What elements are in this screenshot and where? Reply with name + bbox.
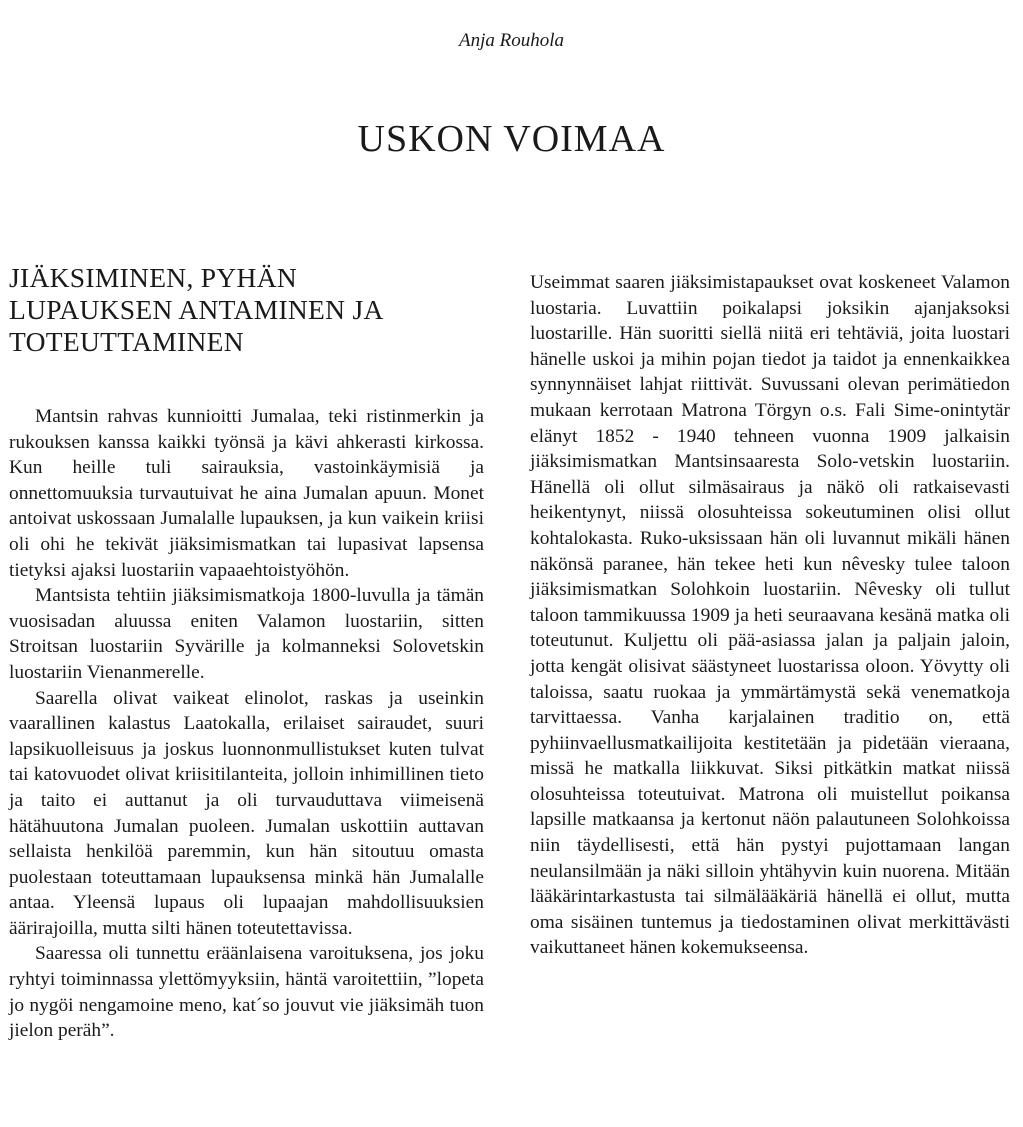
body-paragraph: Saarella olivat vaikeat elinolot, raskas ja useinkin vaarallinen kalastus Laatokalla, erilaiset sairaudet, suuri lapsikuolleisuus ja joskus luonnonmullistukset kuten tulvat tai katovuodet olivat kriisitilanteita, jolloin inhimillinen tieto ja taito ei auttanut ja oli turvauduttava viimeisenä hätähuutona Jumalan puoleen. Jumalan uskottiin auttavan sellaista henkilöä paremmin, kun hän sitoutuu omasta puolestaan toteuttamaan lupauksensa minkä hän Jumalalle antaa. Yleensä lupaus oli lupaajan mahdollisuuksien äärirajoilla, mutta silti hänen toteutettavissa.: [9, 687, 484, 939]
body-paragraph: Saaressa oli tunnettu eräänlaisena varoituksena, jos joku ryhtyi toiminnassa ylettömyyksiin, häntä varoitettiin, ”lopeta jo nygöi nengamoine meno, kat´so jouvut vie jiäksimäh tuon jielon peräh”.: [9, 943, 484, 1042]
right-column: [530, 270, 1010, 961]
section-heading-line: JIÄKSIMINEN, PYHÄN: [9, 262, 298, 293]
left-column: [9, 262, 484, 1044]
body-paragraph: Useimmat saaren jiäksimistapaukset ovat koskeneet Valamon luostaria. Luvattiin poikalapsi joksikin ajanjaksoksi luostarille. Hän suoritti siellä niitä eri tehtäviä, joita luostari hänelle uskoi ja mihin pojan tiedot ja taidot ja ennenkaikkea synnynnäiset lahjat riittivät. Suvussani olevan perimätiedon mukaan kerrotaan Matrona Törgyn o.s. Fali Sime-onintytär elänyt 1852 - 1940 tehneen vuonna 1909 jalkaisin jiäksimismatkan Mantsinsaaresta Solo-vetskin luostariin. Hänellä oli ollut silmäsairaus ja näkö oli ratkaisevasti heikentynyt, niissä olosuhteissa sokeutuminen olisi ollut kohtalokasta. Ruko-uksissaan hän oli luvannut mikäli hänen näkönsä paranee, hän tekee heti kun nêvesky tulee taloon jiäksimismatkan Solohkoin luostariin. Nêvesky oli tullut taloon tammikuussa 1909 ja heti seuraavana kesänä matka oli toteutunut. Kuljettu oli pää-asiassa jalan ja paljain jaloin, jotta kengät olisivat säästyneet luostarissa oloon. Yövytty oli taloissa, saatu ruokaa ja ymmärtämystä sekä venematkoja tarvittaessa. Vanha karjalainen traditio on, että pyhiinvaellusmatkailijoita kestitetään ja pidetään vieraana, missä he matkalla liikkuvat. Siksi pitkätkin matkat niissä olosuhteissa toteutuivat. Matrona oli muistellut poikansa lapsille matkaansa ja kertonut näön palautuneen Solohkoissa niin täydellisesti, että hän pystyi pujottamaan langan neulansilmään ja näki silloin yhtähyvin kuin nuorena. Mitään lääkärintarkastusta tai silmälääkäriä hänellä ei ollut, mutta oma sisäinen tuntemus ja tiedostaminen olivat merkittävästi vaikuttaneet hänen kokemukseensa.: [530, 272, 1010, 959]
body-paragraph: Mantsin rahvas kunnioitti Jumalaa, teki ristinmerkin ja rukouksen kanssa kaikki työnsä ja kävi ahkerasti kirkossa. Kun heille tuli sairauksia, vastoinkäymisiä ja onnettomuuksia turvautuivat he aina Jumalan apuun. Monet antoivat uskossaan Jumalalle lupauksen, ja kun vaikein kriisi oli ohi he tekivät jiäksimismatkan tai lupasivat lapsensa tietyksi ajaksi luostariin vapaaehtoistyöhön.: [9, 406, 484, 581]
author-name: Anja Rouhola: [458, 30, 565, 51]
body-paragraph: Mantsista tehtiin jiäksimismatkoja 1800-luvulla ja tämän vuosisadan aluussa eniten Valamon luostariin, sitten Stroitsan luostariin Syvärille ja kolmanneksi Solovetskin luostariin Vienanmerelle.: [9, 585, 484, 683]
section-heading-line: LUPAUKSEN ANTAMINEN JA: [9, 294, 384, 325]
section-heading-line: TOTEUTTAMINEN: [9, 326, 244, 357]
article-title: USKON VOIMAA: [357, 118, 666, 160]
section-heading: [9, 262, 484, 358]
